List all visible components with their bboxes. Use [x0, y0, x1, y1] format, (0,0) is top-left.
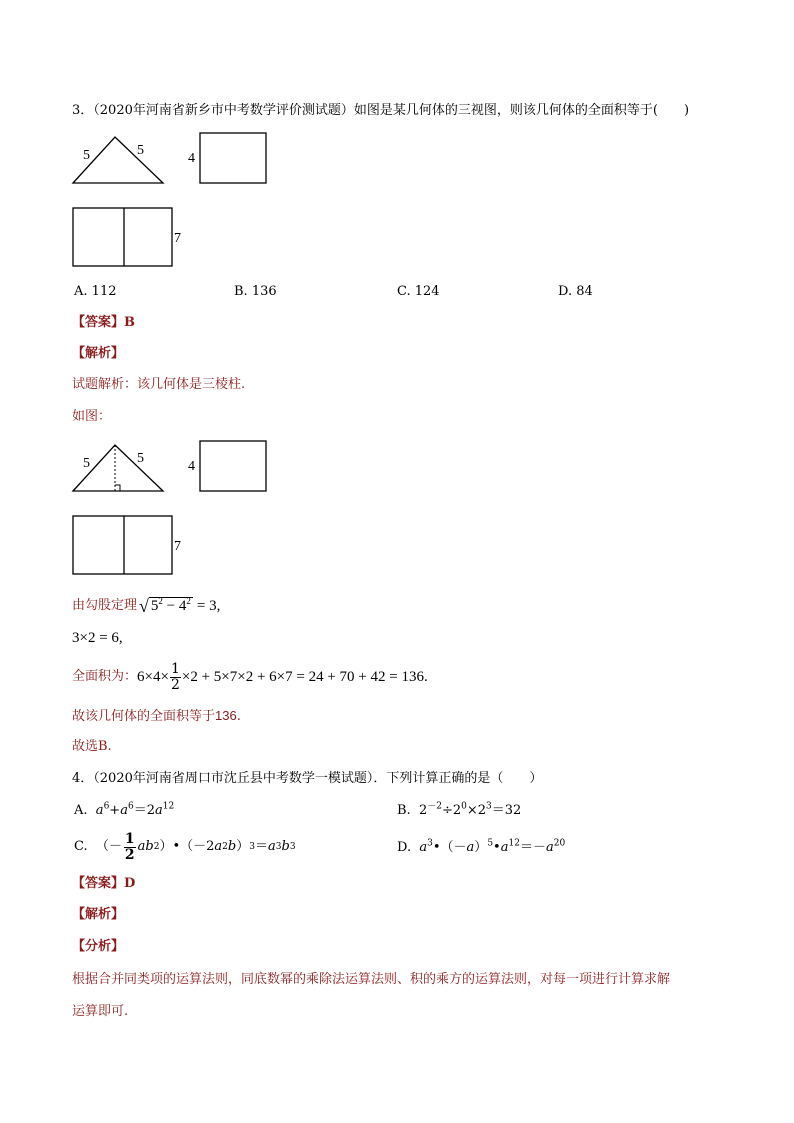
option-letter: D.	[558, 284, 573, 299]
option-letter: C.	[397, 284, 411, 299]
side-view-rect	[200, 133, 266, 183]
q4-fenxi-line-1: 根据合并同类项的运算法则，同底数幂的乘除法运算法则、积的乘方的运算法则，对每一项进行计算求解	[72, 972, 671, 987]
option-letter: D.	[397, 840, 412, 855]
rect-label: 4	[188, 151, 195, 166]
option-letter: C.	[74, 839, 88, 854]
pythagoras-prefix: 由勾股定理	[72, 598, 138, 613]
fraction-denominator: 2	[170, 676, 180, 693]
bottom-label: 7	[174, 231, 181, 246]
question-4-stem	[72, 771, 542, 787]
option-letter: A.	[74, 284, 88, 299]
q4-fenxi-tag: 【分析】	[72, 939, 125, 954]
as-figure-label: 如图：	[72, 409, 112, 424]
q4-option-b: B. $2^{-2}\div 2^0\times 2^3=32$	[397, 801, 522, 818]
conclusion-value: 136	[215, 708, 237, 723]
three-view-figure	[68, 128, 278, 270]
choose-line: 故选B.	[72, 739, 112, 754]
right-angle-mark	[115, 485, 120, 491]
conclusion-period: .	[236, 709, 241, 724]
pythagoras-result: = 3,	[196, 597, 221, 614]
answer-value: B	[124, 315, 136, 330]
rect-label: 4	[188, 459, 195, 474]
step-multiply: 3×2 = 6,	[72, 630, 123, 646]
total-area-line	[72, 660, 428, 694]
analysis-tag: 【解析】	[72, 346, 125, 361]
option-value: 136	[251, 284, 277, 299]
fraction-numerator: 1	[170, 660, 180, 677]
option-value: 112	[91, 284, 117, 299]
option-letter: B.	[397, 803, 411, 818]
conclusion-line	[72, 708, 241, 725]
conclusion-text: 故该几何体的全面积等于	[72, 709, 216, 724]
q4-answer-line	[72, 876, 135, 892]
option-letter: A.	[74, 803, 88, 818]
side-label-left: 5	[83, 148, 90, 163]
q4-option-a: A. $a^6+a^6=2a^{12}$	[74, 801, 175, 818]
answer-tag: 【答案】	[72, 315, 125, 330]
option-c	[397, 284, 440, 300]
three-view-figure-annotated	[68, 436, 278, 578]
question-text: （2020年河南省新乡市中考数学评价测试题）如图是某几何体的三视图，则该几何体的全面积等于( )	[93, 103, 690, 118]
half-fraction: 1 2	[124, 830, 135, 863]
area-expr-part2: ×2 + 5×7×2 + 6×7 = 24 + 70 + 42 = 136.	[181, 668, 428, 685]
side-label-right: 5	[137, 451, 144, 466]
option-b	[234, 284, 277, 300]
question-number: 3．	[72, 103, 94, 118]
option-a	[74, 284, 117, 300]
answer-value: D	[124, 876, 136, 891]
q4-option-c: C. （－ 1 2 ab 2 ）•（－2 a 2 b ） 3 ＝ a 3 b 3	[74, 830, 296, 863]
question-number: 4．	[72, 771, 94, 786]
top-view-rect	[73, 208, 172, 266]
question-3-stem	[72, 103, 689, 119]
area-prefix: 全面积为：	[72, 669, 138, 684]
option-value: 84	[576, 284, 593, 299]
area-expr-part1: 6×4×	[137, 668, 169, 685]
q4-fenxi-line-2: 运算即可.	[72, 1004, 129, 1019]
option-d	[558, 284, 593, 300]
half-fraction	[170, 662, 181, 693]
pythagoras-line	[72, 595, 220, 617]
side-view-rect	[200, 441, 266, 491]
q4-analysis-tag: 【解析】	[72, 907, 125, 922]
answer-line	[72, 315, 135, 331]
sqrt-expression: √ $5^2 - 4^2$	[139, 596, 191, 616]
side-label-left: 5	[83, 456, 90, 471]
option-value: 124	[414, 284, 440, 299]
q4-option-d: D. $a^3•(-a)^5•a^{12}=-a^{20}$	[397, 838, 566, 855]
option-letter: B.	[234, 284, 248, 299]
side-label-right: 5	[137, 143, 144, 158]
bottom-label: 7	[174, 539, 181, 554]
top-view-rect	[73, 516, 172, 574]
analysis-line: 试题解析：该几何体是三棱柱.	[72, 377, 246, 392]
answer-tag: 【答案】	[72, 876, 125, 891]
question-text: （2020年河南省周口市沈丘县中考数学一模试题）．下列计算正确的是（ ）	[93, 771, 543, 786]
